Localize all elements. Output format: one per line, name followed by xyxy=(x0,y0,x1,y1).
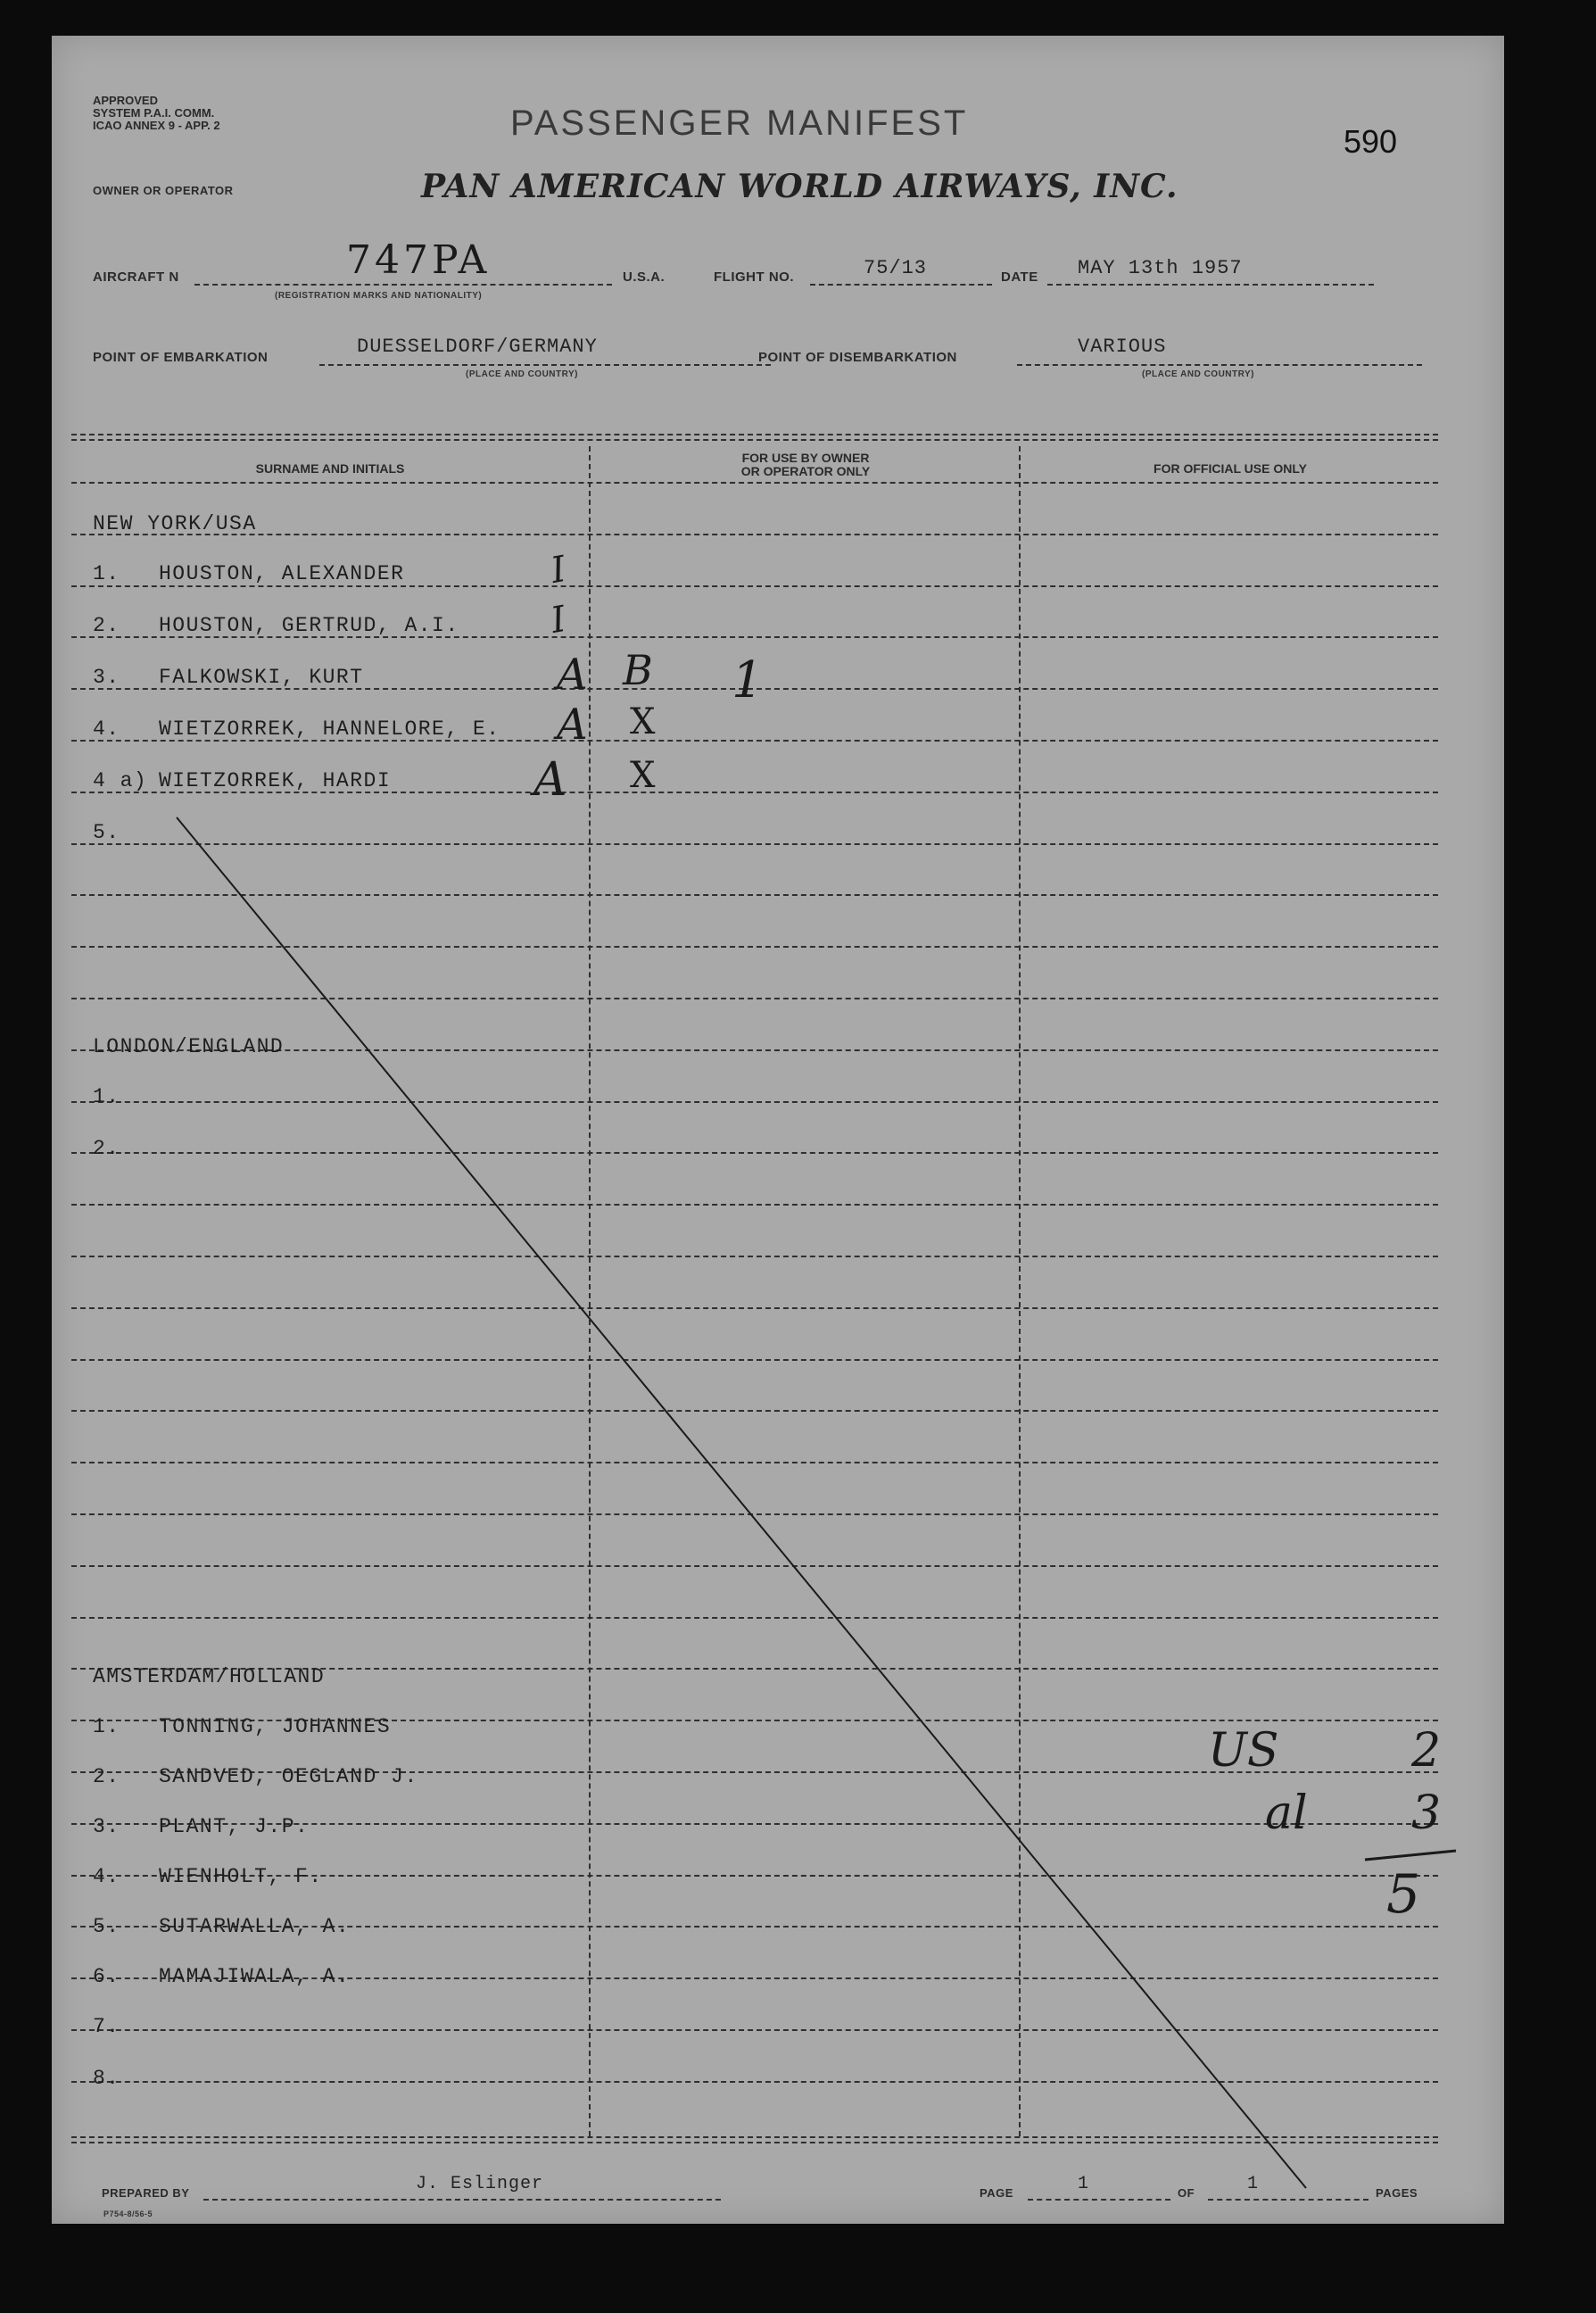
approval-line: APPROVED xyxy=(93,94,158,107)
date-value: MAY 13th 1957 xyxy=(1078,257,1243,279)
handwritten-mark: 1 xyxy=(732,651,764,709)
row-number: 4. xyxy=(93,1865,120,1888)
page-label: PAGE xyxy=(980,2186,1013,2200)
tally-total: 5 xyxy=(1386,1863,1421,1926)
col-header-owner-line1: FOR USE BY OWNER xyxy=(741,451,870,465)
page-title: PASSENGER MANIFEST xyxy=(510,104,969,143)
passenger-name: WIETZORREK, HANNELORE, E. xyxy=(159,717,500,741)
passenger-name: SANDVED, OEGLAND J. xyxy=(159,1765,418,1788)
pages-label: PAGES xyxy=(1376,2186,1418,2200)
aircraft-label: AIRCRAFT N xyxy=(93,269,179,285)
disembarkation-sublabel: (PLACE AND COUNTRY) xyxy=(1142,369,1254,379)
col-header-owner-line2: OR OPERATOR ONLY xyxy=(740,464,871,478)
passenger-name: TONNING, JOHANNES xyxy=(159,1715,392,1738)
embarkation-label: POINT OF EMBARKATION xyxy=(93,350,269,365)
passenger-name: HOUSTON, GERTRUD, A.I. xyxy=(159,614,459,637)
owner-label: OWNER OR OPERATOR xyxy=(93,184,234,197)
diagonal-strike-line xyxy=(52,36,1504,2224)
prepared-by-label: PREPARED BY xyxy=(102,2186,190,2200)
usa-label: U.S.A. xyxy=(623,269,666,285)
tally-us-label: US xyxy=(1208,1724,1279,1778)
row-number: 1. xyxy=(93,1715,120,1738)
disembarkation-label: POINT OF DISEMBARKATION xyxy=(758,350,957,365)
approval-line: ICAO ANNEX 9 - APP. 2 xyxy=(93,119,220,132)
row-number: 2. xyxy=(93,1765,120,1788)
of-value: 1 xyxy=(1247,2174,1260,2194)
passenger-name: MAMAJIWALA, A. xyxy=(159,1965,351,1988)
section-destination: AMSTERDAM/HOLLAND xyxy=(93,1665,326,1688)
row-number: 5. xyxy=(93,1915,120,1938)
row-number: 2. xyxy=(93,614,120,637)
handwritten-mark: B xyxy=(623,646,653,694)
row-number: 2. xyxy=(93,1137,120,1160)
disembarkation-value: VARIOUS xyxy=(1078,336,1167,358)
row-number: 3. xyxy=(93,666,120,689)
tally-other-count: 3 xyxy=(1411,1787,1442,1840)
passenger-name: WIETZORREK, HARDI xyxy=(159,769,392,792)
prepared-by-value: J. Eslinger xyxy=(416,2174,544,2194)
tally-us-count: 2 xyxy=(1411,1724,1442,1778)
page-number: 590 xyxy=(1344,123,1398,160)
flight-label: FLIGHT NO. xyxy=(714,269,794,285)
tally-sum-line xyxy=(1363,1847,1461,1865)
handwritten-mark: I xyxy=(548,598,569,642)
row-number: 4. xyxy=(93,717,120,741)
row-number: 3. xyxy=(93,1815,120,1838)
aircraft-sublabel: (REGISTRATION MARKS AND NATIONALITY) xyxy=(275,291,483,301)
col-header-surname: SURNAME AND INITIALS xyxy=(255,461,405,476)
row-number: 1. xyxy=(93,562,120,585)
handwritten-mark: I xyxy=(548,548,569,593)
row-number: 8. xyxy=(93,2067,120,2090)
approval-line: SYSTEM P.A.I. COMM. xyxy=(93,106,215,120)
tally-other-label: al xyxy=(1265,1787,1308,1840)
handwritten-mark: X xyxy=(630,755,656,796)
row-number: 5. xyxy=(93,821,120,844)
embarkation-sublabel: (PLACE AND COUNTRY) xyxy=(466,369,578,379)
aircraft-value: 747PA xyxy=(346,237,491,283)
of-label: OF xyxy=(1178,2186,1195,2200)
passenger-name: FALKOWSKI, KURT xyxy=(159,666,364,689)
manifest-sheet xyxy=(52,36,1504,2224)
handwritten-mark: A xyxy=(533,753,567,807)
passenger-name: WIENHOLT, F. xyxy=(159,1865,323,1888)
section-destination: NEW YORK/USA xyxy=(93,512,257,535)
date-label: DATE xyxy=(1001,269,1038,285)
handwritten-mark: A xyxy=(557,650,588,700)
row-number: 4 a) xyxy=(93,769,148,792)
airline-name: PAN AMERICAN WORLD AIRWAYS, INC. xyxy=(421,168,1178,205)
flight-value: 75/13 xyxy=(864,257,928,279)
passenger-name: HOUSTON, ALEXANDER xyxy=(159,562,405,585)
section-destination: LONDON/ENGLAND xyxy=(93,1035,285,1058)
col-header-official: FOR OFFICIAL USE ONLY xyxy=(1154,461,1307,476)
passenger-name: PLANT, J.P. xyxy=(159,1815,310,1838)
embarkation-value: DUESSELDORF/GERMANY xyxy=(357,336,598,358)
row-number: 1. xyxy=(93,1085,120,1108)
row-number: 6. xyxy=(93,1965,120,1988)
passenger-name: SUTARWALLA, A. xyxy=(159,1915,351,1938)
handwritten-mark: A xyxy=(557,700,588,750)
page-value: 1 xyxy=(1078,2174,1090,2194)
handwritten-mark: X xyxy=(630,701,656,742)
form-code: P754-8/56-5 xyxy=(103,2209,153,2218)
row-number: 7. xyxy=(93,2015,120,2038)
